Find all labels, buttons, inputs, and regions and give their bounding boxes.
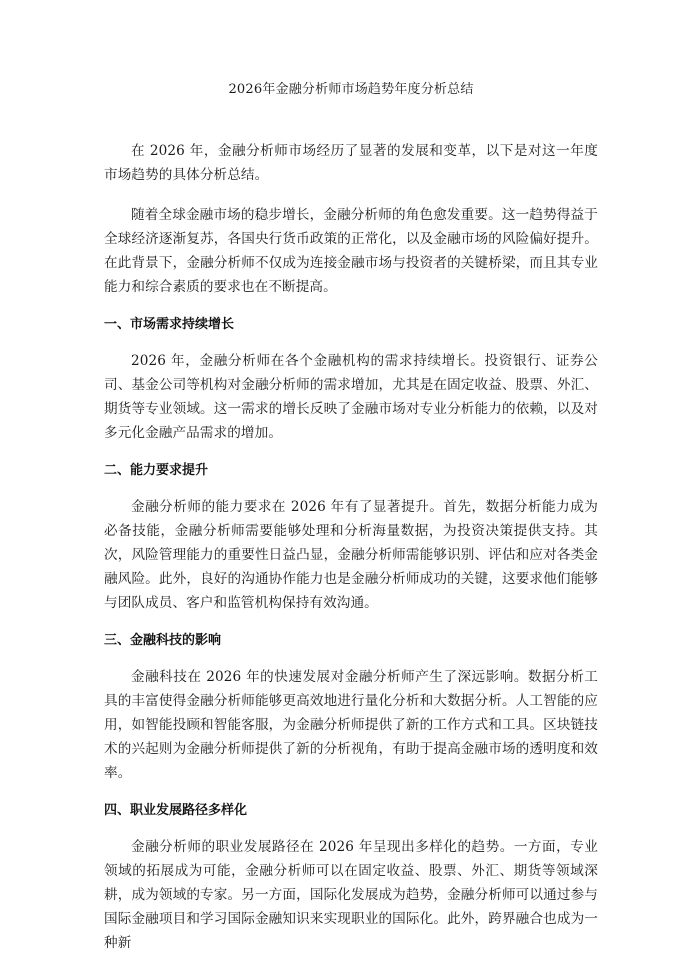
section-paragraph-skill-requirements: 金融分析师的能力要求在 2026 年有了显著提升。首先，数据分析能力成为必备技能，金融分析师需要能够处理和分析海量数据，为投资决策提供支持。其次，风险管理能力的重要性日益凸显，金融分析师需能够识别、评估和应对各类金融风险。此外，良好的沟通协作能力也是金融分析师成功的关键，这要求他们能够与团队成员、客户和监管机构保持有效沟通。: [104, 499, 598, 611]
section-heading-career-paths: 四、职业发展路径多样化: [104, 803, 248, 818]
document-title: 2026年金融分析师市场趋势年度分析总结: [228, 82, 474, 97]
document-body: [104, 139, 598, 971]
section-paragraph-fintech-impact: 金融科技在 2026 年的快速发展对金融分析师产生了深远影响。数据分析工具的丰富使得金融分析师能够更高效地进行量化分析和大数据分析。人工智能的应用，如智能投顾和智能客服，为金融分析师提供了新的工作方式和工具。区块链技术的兴起则为金融分析师提供了新的分析视角，有助于提高金融市场的透明度和效率。: [104, 669, 598, 781]
section-heading-market-demand: 一、市场需求持续增长: [104, 317, 235, 332]
intro-paragraph: 随着全球金融市场的稳步增长，金融分析师的角色愈发重要。这一趋势得益于全球经济逐渐复苏，各国央行货币政策的正常化，以及金融市场的风险偏好提升。在此背景下，金融分析师不仅成为连接金融市场与投资者的关键桥梁，而且其专业能力和综合素质的要求也在不断提高。: [104, 207, 598, 295]
section-paragraph-career-paths: 金融分析师的职业发展路径在 2026 年呈现出多样化的趋势。一方面，专业领域的拓展成为可能，金融分析师可以在固定收益、股票、外汇、期货等领域深耕，成为领域的专家。另一方面，国际化发展成为趋势，金融分析师可以通过参与国际金融项目和学习国际金融知识来实现职业的国际化。此外，跨界融合也成为一种新: [104, 839, 598, 951]
intro-paragraph: 在 2026 年，金融分析师市场经历了显著的发展和变革，以下是对这一年度市场趋势的具体分析总结。: [104, 143, 598, 183]
section-paragraph-market-demand: 2026 年，金融分析师在各个金融机构的需求持续增长。投资银行、证券公司、基金公司等机构对金融分析师的需求增加，尤其是在固定收益、股票、外汇、期货等专业领域。这一需求的增长反映了金融市场对专业分析能力的依赖，以及对多元化金融产品需求的增加。: [104, 353, 598, 441]
section-heading-skill-requirements: 二、能力要求提升: [104, 463, 209, 478]
section-heading-fintech-impact: 三、金融科技的影响: [104, 633, 222, 648]
